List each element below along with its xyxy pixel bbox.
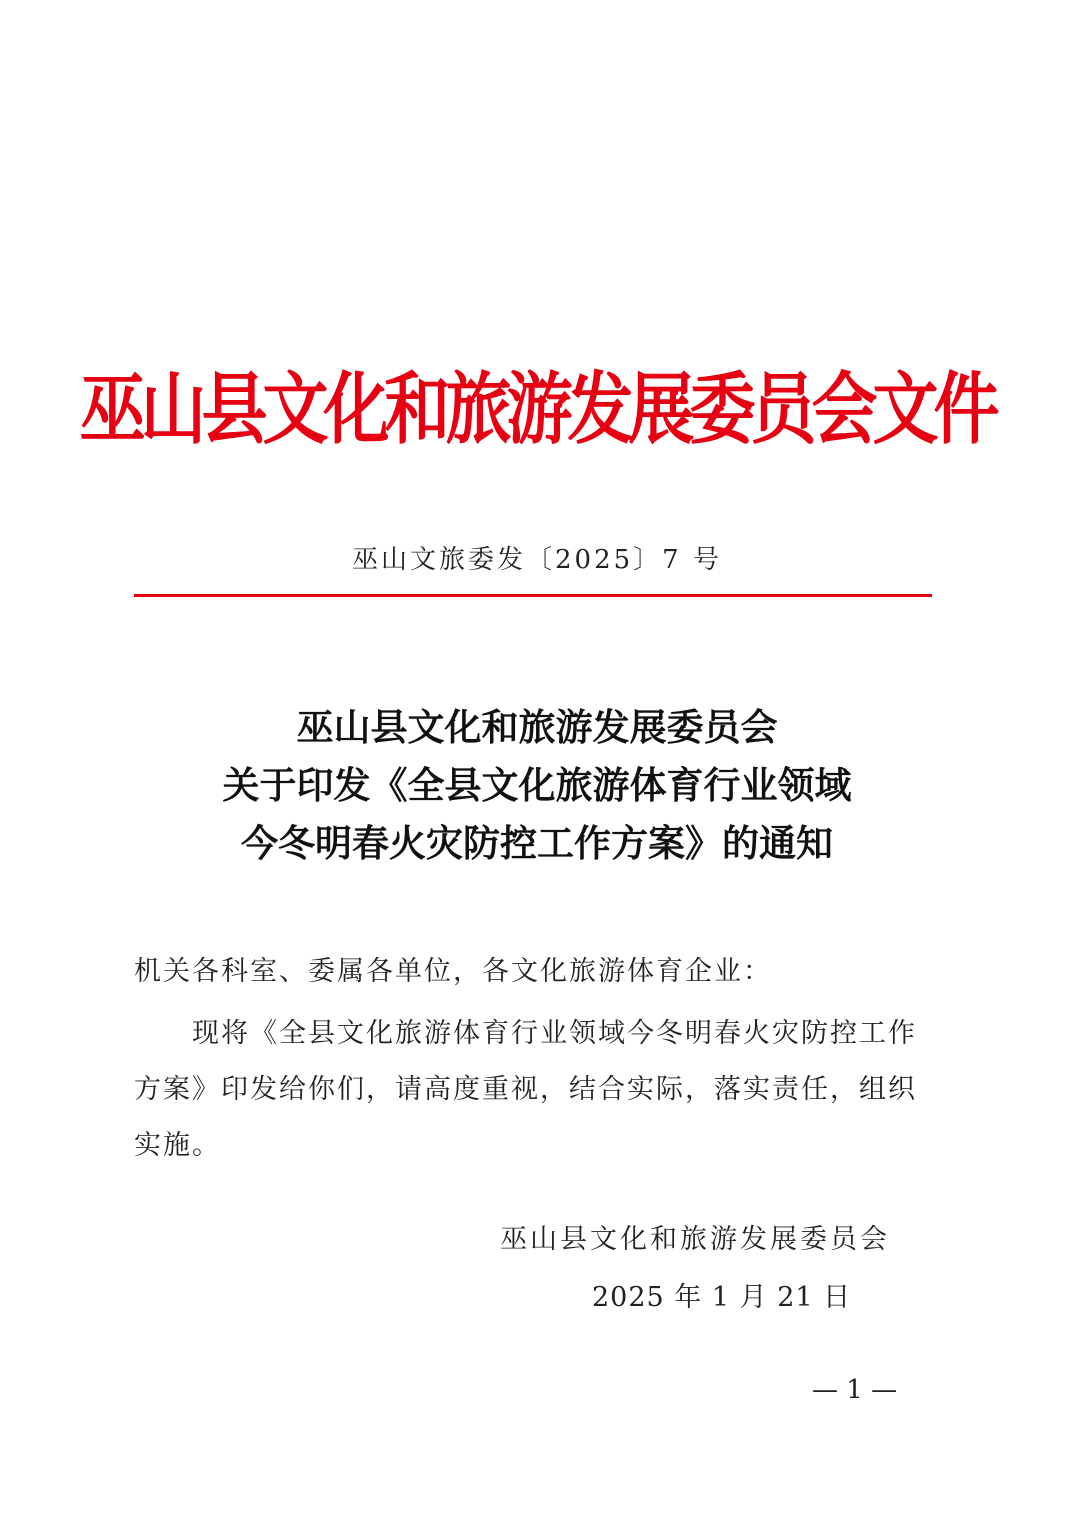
- red-divider-line: [134, 594, 932, 597]
- signature-organization: 巫山县文化和旅游发展委员会: [500, 1224, 890, 1255]
- page-number: — 1 —: [812, 1375, 898, 1405]
- signature-date: 2025 年 1 月 21 日: [592, 1282, 852, 1313]
- notice-title: [0, 698, 1074, 872]
- notice-title-line: 巫山县文化和旅游发展委员会: [296, 705, 778, 749]
- document-number: 巫山文旅委发〔2025〕7 号: [352, 545, 722, 575]
- notice-title-line: 今冬明春火灾防控工作方案》的通知: [241, 821, 833, 865]
- salutation: 机关各科室、委属各单位，各文化旅游体育企业：: [134, 956, 772, 987]
- notice-title-line: 关于印发《全县文化旅游体育行业领域: [222, 763, 852, 807]
- body-paragraph: 现将《全县文化旅游体育行业领域今冬明春火灾防控工作方案》印发给你们，请高度重视，结合实际，落实责任，组织实施。: [134, 1018, 917, 1161]
- document-masthead: 巫山县文化和旅游发展委员会文件: [79, 363, 995, 455]
